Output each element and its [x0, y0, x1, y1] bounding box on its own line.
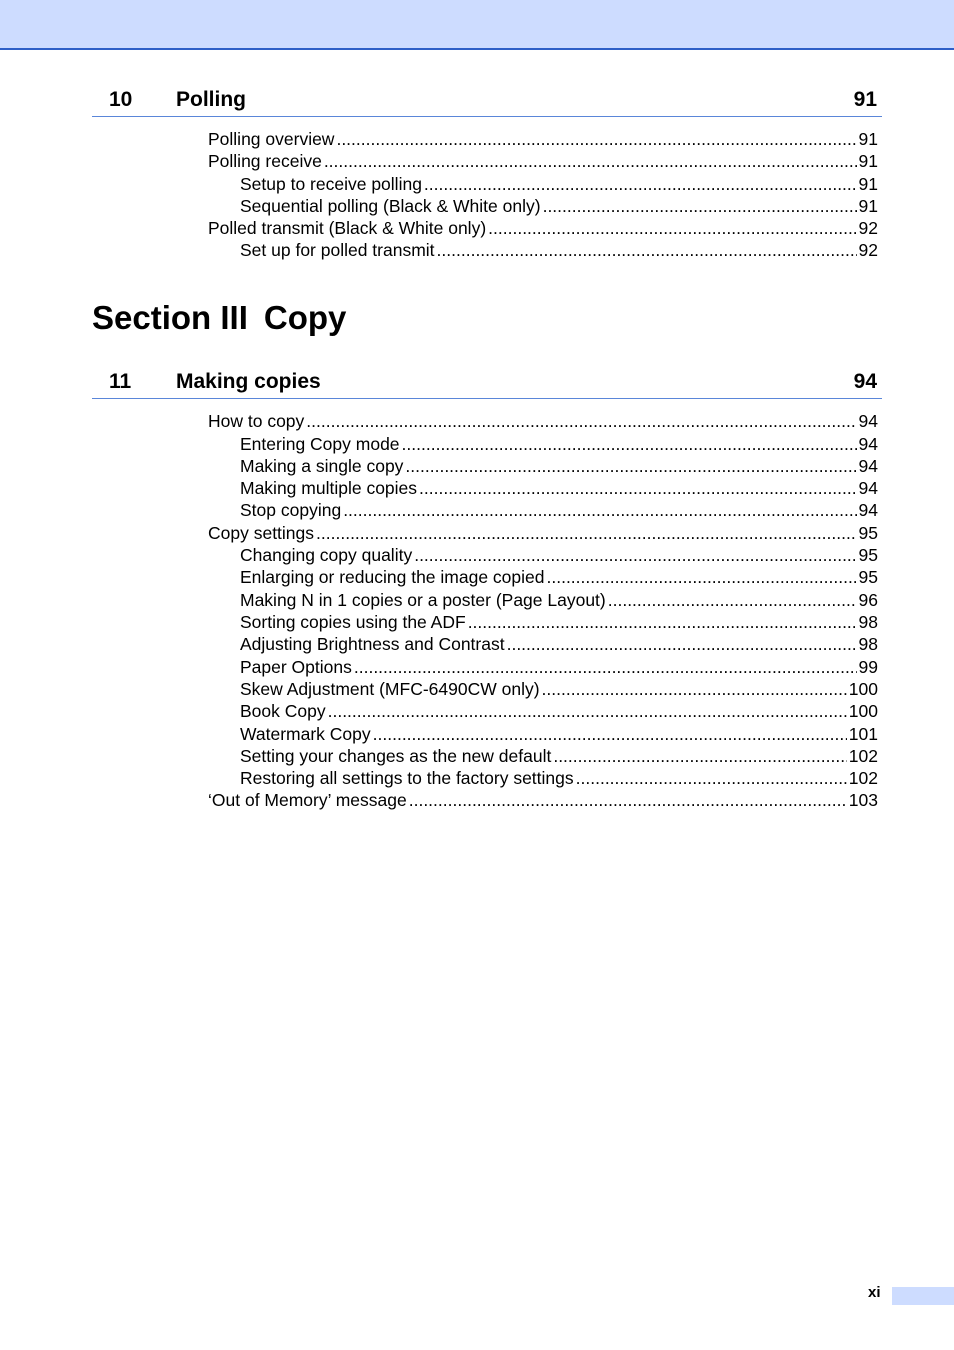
toc-entry[interactable]: [240, 656, 878, 678]
dot-leader: [468, 611, 857, 633]
toc-entry-label: Sorting copies using the ADF: [240, 612, 466, 632]
chapter-page-number: 91: [853, 88, 877, 111]
toc-entry-label: Sequential polling (Black & White only): [240, 196, 541, 216]
page-tab-marker: [892, 1287, 954, 1305]
toc-entry-label: Paper Options: [240, 657, 352, 677]
dot-leader: [542, 678, 847, 700]
toc-entry-page: 94: [858, 500, 878, 520]
toc-entry[interactable]: [208, 217, 878, 239]
dot-leader: [336, 128, 856, 150]
toc-entry-page: 94: [858, 456, 878, 476]
toc-entry-label: Making N in 1 copies or a poster (Page Layout): [240, 590, 606, 610]
toc-entry-label: Polling overview: [208, 129, 335, 149]
toc-entry-page: 102: [848, 768, 878, 788]
dot-leader: [343, 499, 856, 521]
toc-entry[interactable]: [240, 455, 878, 477]
toc-entry-label: Polling receive: [208, 151, 322, 171]
toc-entry-page: 99: [858, 657, 878, 677]
toc-entry-page: 102: [848, 746, 878, 766]
toc-entry[interactable]: [208, 522, 878, 544]
dot-leader: [414, 544, 856, 566]
toc-entry[interactable]: [240, 633, 878, 655]
dot-leader: [576, 767, 847, 789]
page-number: xi: [868, 1284, 881, 1301]
toc-entry-page: 100: [848, 701, 878, 721]
toc-entry-label: Skew Adjustment (MFC-6490CW only): [240, 679, 540, 699]
toc-entry[interactable]: [240, 611, 878, 633]
dot-leader: [507, 633, 857, 655]
toc-entry-label: Restoring all settings to the factory settings: [240, 768, 574, 788]
dot-leader: [608, 589, 857, 611]
toc-entry[interactable]: [240, 239, 878, 261]
toc-entry[interactable]: [240, 589, 878, 611]
toc-entry[interactable]: [240, 745, 878, 767]
chapter-page-number: 94: [853, 370, 877, 393]
toc-entry[interactable]: [208, 128, 878, 150]
dot-leader: [437, 239, 857, 261]
section-heading: [92, 299, 346, 337]
toc-entry-page: 103: [848, 790, 878, 810]
toc-entry-page: 91: [858, 151, 878, 171]
toc-entry[interactable]: [240, 544, 878, 566]
chapter-number: 11: [109, 370, 132, 393]
toc-entry[interactable]: [208, 410, 878, 432]
section-title: Copy: [263, 299, 347, 336]
toc-entry[interactable]: [208, 789, 878, 811]
toc-entry-label: Setup to receive polling: [240, 174, 422, 194]
dot-leader: [324, 150, 857, 172]
dot-leader: [373, 723, 847, 745]
header-band: [0, 0, 954, 50]
toc-entry-page: 94: [858, 434, 878, 454]
dot-leader: [424, 173, 857, 195]
dot-leader: [419, 477, 857, 499]
dot-leader: [316, 522, 857, 544]
dot-leader: [547, 566, 857, 588]
toc-entry-label: Making multiple copies: [240, 478, 418, 498]
dot-leader: [405, 455, 856, 477]
toc-entry[interactable]: [240, 173, 878, 195]
dot-leader: [402, 433, 857, 455]
dot-leader: [409, 789, 847, 811]
toc-entry[interactable]: [240, 767, 878, 789]
chapter-title: Polling: [176, 88, 246, 111]
toc-entry-page: 95: [858, 545, 878, 565]
toc-entry-label: Copy settings: [208, 523, 315, 543]
toc-entry-page: 98: [858, 634, 878, 654]
toc-entry-label: Adjusting Brightness and Contrast: [240, 634, 505, 654]
toc-entry-page: 94: [858, 478, 878, 498]
toc-entry-label: Making a single copy: [240, 456, 404, 476]
toc-entry[interactable]: [240, 477, 878, 499]
dot-leader: [328, 700, 847, 722]
chapter-heading-making-copies[interactable]: [92, 368, 882, 399]
toc-entry[interactable]: [240, 566, 878, 588]
toc-entry[interactable]: [240, 700, 878, 722]
toc-entry-page: 95: [858, 567, 878, 587]
toc-entry[interactable]: [240, 678, 878, 700]
toc-entry-page: 91: [858, 129, 878, 149]
toc-entry[interactable]: [240, 499, 878, 521]
toc-entry[interactable]: [240, 433, 878, 455]
toc-entry-page: 91: [858, 174, 878, 194]
dot-leader: [488, 217, 856, 239]
toc-entry-page: 91: [858, 196, 878, 216]
dot-leader: [354, 656, 857, 678]
dot-leader: [543, 195, 857, 217]
toc-entry-page: 92: [858, 240, 878, 260]
toc-entry-label: Watermark Copy: [240, 724, 371, 744]
toc-entry-label: How to copy: [208, 411, 305, 431]
chapter-title: Making copies: [176, 370, 321, 393]
toc-entry-label: Polled transmit (Black & White only): [208, 218, 487, 238]
toc-entry-page: 98: [858, 612, 878, 632]
toc-entry[interactable]: [208, 150, 878, 172]
toc-entry-page: 96: [858, 590, 878, 610]
toc-entry-page: 100: [848, 679, 878, 699]
section-label: Section III: [92, 299, 248, 336]
toc-entry[interactable]: [240, 195, 878, 217]
toc-entry-page: 94: [858, 411, 878, 431]
toc-entry-label: ‘Out of Memory’ message: [208, 790, 407, 810]
toc-entry-label: Enlarging or reducing the image copied: [240, 567, 545, 587]
chapter-number: 10: [109, 88, 133, 111]
dot-leader: [306, 410, 856, 432]
toc-entry-label: Entering Copy mode: [240, 434, 400, 454]
chapter-heading-polling[interactable]: [92, 86, 882, 117]
toc-entry-label: Setting your changes as the new default: [240, 746, 552, 766]
toc-entry-label: Changing copy quality: [240, 545, 413, 565]
toc-entry-label: Set up for polled transmit: [240, 240, 435, 260]
toc-entry-page: 101: [848, 724, 878, 744]
toc-entry-page: 95: [858, 523, 878, 543]
dot-leader: [553, 745, 846, 767]
toc-entry-page: 92: [858, 218, 878, 238]
toc-entry-label: Stop copying: [240, 500, 342, 520]
toc-entry[interactable]: [240, 723, 878, 745]
toc-entry-label: Book Copy: [240, 701, 326, 721]
